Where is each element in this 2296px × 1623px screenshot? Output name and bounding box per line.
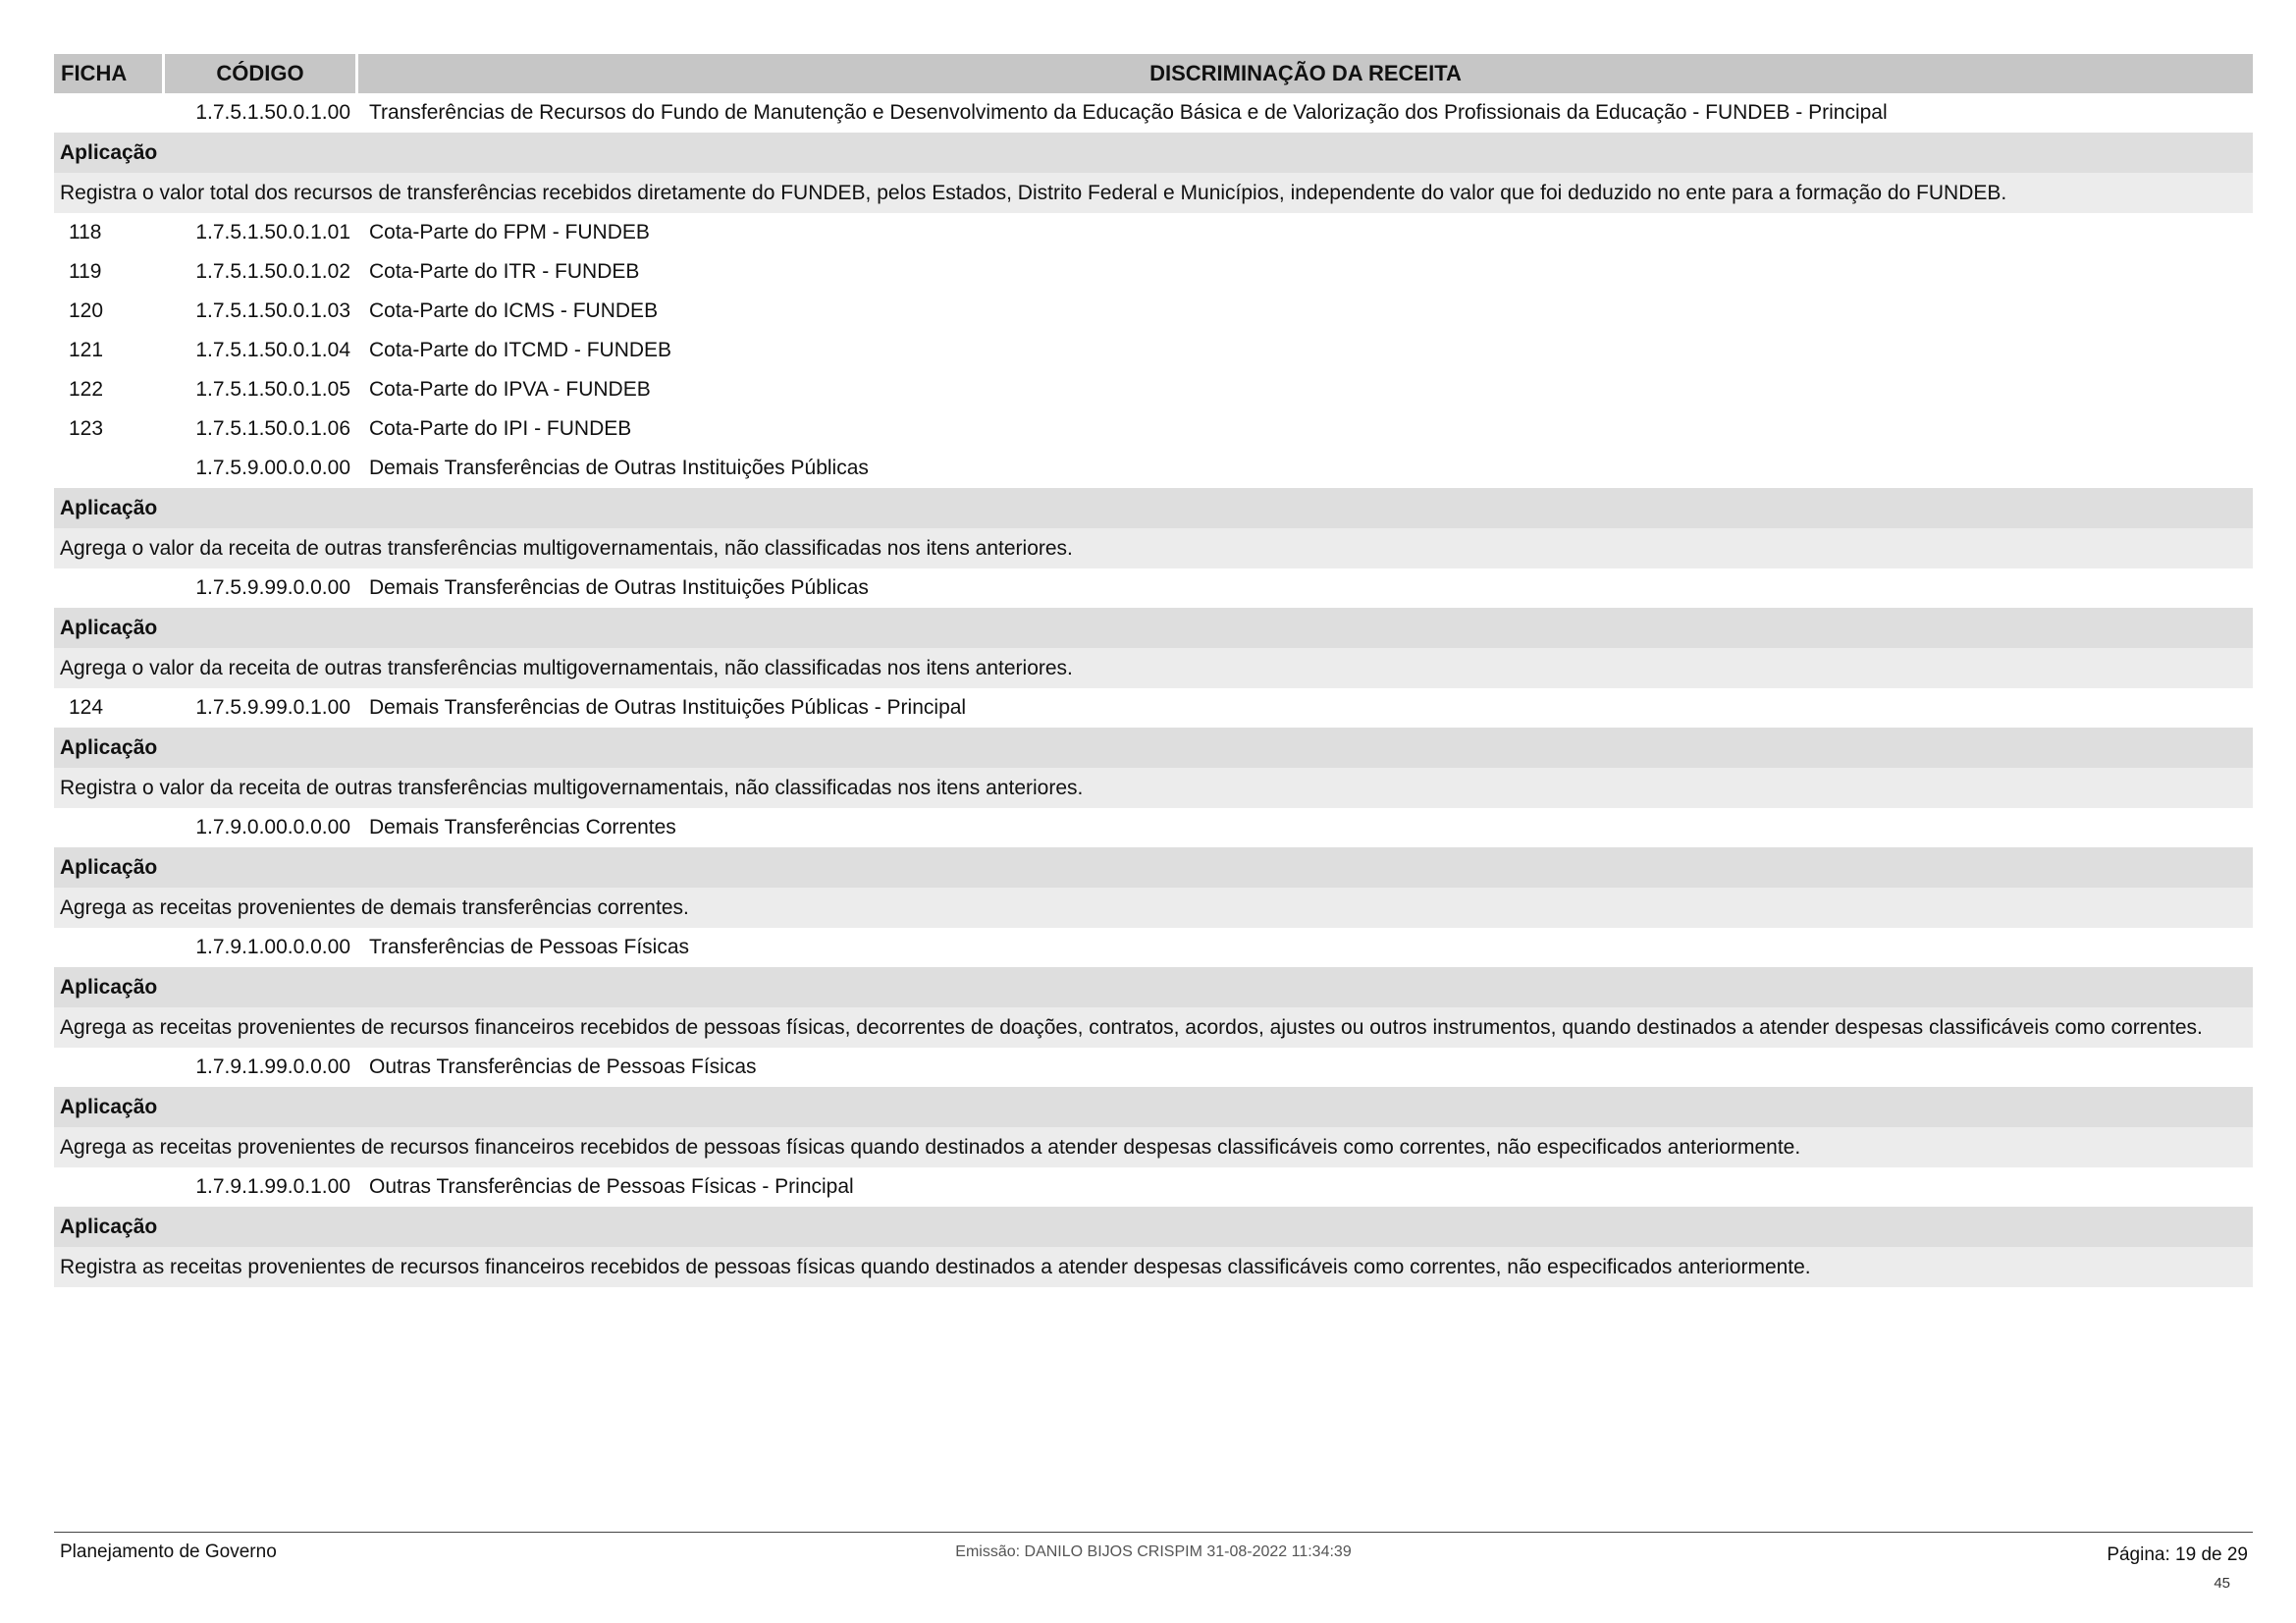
table-row bbox=[54, 808, 2253, 847]
table-row bbox=[54, 213, 2253, 252]
aplicacao-heading: Aplicação bbox=[54, 133, 2253, 173]
header-codigo: CÓDIGO bbox=[165, 54, 355, 93]
descricao-cell: Demais Transferências Correntes bbox=[369, 816, 676, 839]
aplicacao-heading: Aplicação bbox=[54, 488, 2253, 528]
codigo-cell: 1.7.5.1.50.0.1.02 bbox=[195, 260, 350, 283]
codigo-cell: 1.7.9.1.00.0.0.00 bbox=[195, 936, 350, 958]
codigo-cell: 1.7.9.0.00.0.0.00 bbox=[195, 816, 350, 839]
footer-divider bbox=[54, 1532, 2253, 1533]
table-row bbox=[54, 449, 2253, 488]
table-row bbox=[54, 331, 2253, 370]
codigo-cell: 1.7.5.1.50.0.1.05 bbox=[195, 378, 350, 401]
table-row bbox=[54, 1048, 2253, 1087]
descricao-cell: Cota-Parte do ITR - FUNDEB bbox=[369, 260, 640, 283]
ficha-cell: 123 bbox=[69, 417, 104, 440]
codigo-cell: 1.7.9.1.99.0.1.00 bbox=[195, 1175, 350, 1198]
descricao-cell: Demais Transferências de Outras Instituições Públicas - Principal bbox=[369, 696, 967, 719]
revenue-table bbox=[54, 54, 2253, 1287]
aplicacao-heading: Aplicação bbox=[54, 1087, 2253, 1127]
table-row bbox=[54, 1167, 2253, 1207]
aplicacao-text: Registra o valor total dos recursos de transferências recebidos diretamente do FUNDEB, pelos Estados, Distrito Federal e Municípios, independente do valor que foi deduzido no ente para a formação do FUNDEB. bbox=[54, 173, 2253, 213]
aplicacao-text: Registra o valor da receita de outras transferências multigovernamentais, não classificadas nos itens anteriores. bbox=[54, 768, 2253, 808]
aplicacao-text: Registra as receitas provenientes de recursos financeiros recebidos de pessoas físicas quando destinados a atender despesas classificáveis como correntes, não especificados anteriormente. bbox=[54, 1247, 2253, 1287]
ficha-cell: 124 bbox=[69, 696, 104, 719]
aplicacao-text: Agrega o valor da receita de outras transferências multigovernamentais, não classificadas nos itens anteriores. bbox=[54, 528, 2253, 568]
footer-page-info: Página: 19 de 29 bbox=[2107, 1544, 2248, 1565]
ficha-cell: 118 bbox=[69, 221, 102, 243]
codigo-cell: 1.7.5.1.50.0.1.01 bbox=[195, 221, 350, 243]
codigo-cell: 1.7.9.1.99.0.0.00 bbox=[195, 1055, 350, 1078]
table-row bbox=[54, 252, 2253, 292]
aplicacao-text: Agrega as receitas provenientes de recursos financeiros recebidos de pessoas físicas, decorrentes de doações, contratos, acordos, ajustes ou outros instrumentos, quando destinados a atender despesas classificáveis como correntes. bbox=[54, 1007, 2253, 1048]
descricao-cell: Cota-Parte do FPM - FUNDEB bbox=[369, 221, 650, 243]
table-row bbox=[54, 409, 2253, 449]
codigo-cell: 1.7.5.9.99.0.1.00 bbox=[195, 696, 350, 719]
header-ficha: FICHA bbox=[54, 54, 162, 93]
codigo-cell: 1.7.5.1.50.0.1.04 bbox=[195, 339, 350, 361]
aplicacao-heading: Aplicação bbox=[54, 847, 2253, 888]
table-row bbox=[54, 688, 2253, 728]
table-row bbox=[54, 93, 2253, 133]
descricao-cell: Demais Transferências de Outras Instituições Públicas bbox=[369, 457, 869, 479]
header-discriminacao: DISCRIMINAÇÃO DA RECEITA bbox=[358, 54, 2253, 93]
descricao-cell: Cota-Parte do ICMS - FUNDEB bbox=[369, 299, 659, 322]
ficha-cell: 122 bbox=[69, 378, 104, 401]
footer-department: Planejamento de Governo bbox=[60, 1542, 277, 1562]
descricao-cell: Transferências de Recursos do Fundo de Manutenção e Desenvolvimento da Educação Básica e de Valorização dos Profissionais da Educação - FUNDEB - Principal bbox=[369, 101, 1888, 124]
aplicacao-text: Agrega as receitas provenientes de recursos financeiros recebidos de pessoas físicas quando destinados a atender despesas classificáveis como correntes, não especificados anteriormente. bbox=[54, 1127, 2253, 1167]
descricao-cell: Outras Transferências de Pessoas Físicas - Principal bbox=[369, 1175, 854, 1198]
codigo-cell: 1.7.5.9.99.0.0.00 bbox=[195, 576, 350, 599]
aplicacao-heading: Aplicação bbox=[54, 728, 2253, 768]
table-header bbox=[54, 54, 2253, 93]
aplicacao-heading: Aplicação bbox=[54, 608, 2253, 648]
codigo-cell: 1.7.5.9.00.0.0.00 bbox=[195, 457, 350, 479]
aplicacao-heading: Aplicação bbox=[54, 967, 2253, 1007]
ficha-cell: 121 bbox=[69, 339, 104, 361]
table-row bbox=[54, 928, 2253, 967]
descricao-cell: Transferências de Pessoas Físicas bbox=[369, 936, 690, 958]
descricao-cell: Cota-Parte do IPI - FUNDEB bbox=[369, 417, 632, 440]
table-row bbox=[54, 568, 2253, 608]
descricao-cell: Demais Transferências de Outras Instituições Públicas bbox=[369, 576, 869, 599]
aplicacao-text: Agrega as receitas provenientes de demais transferências correntes. bbox=[54, 888, 2253, 928]
codigo-cell: 1.7.5.1.50.0.1.03 bbox=[195, 299, 350, 322]
ficha-cell: 120 bbox=[69, 299, 104, 322]
table-row bbox=[54, 292, 2253, 331]
descricao-cell: Outras Transferências de Pessoas Físicas bbox=[369, 1055, 757, 1078]
codigo-cell: 1.7.5.1.50.0.1.06 bbox=[195, 417, 350, 440]
descricao-cell: Cota-Parte do ITCMD - FUNDEB bbox=[369, 339, 672, 361]
aplicacao-text: Agrega o valor da receita de outras transferências multigovernamentais, não classificadas nos itens anteriores. bbox=[54, 648, 2253, 688]
codigo-cell: 1.7.5.1.50.0.1.00 bbox=[195, 101, 350, 124]
aplicacao-heading: Aplicação bbox=[54, 1207, 2253, 1247]
ficha-cell: 119 bbox=[69, 260, 102, 283]
footer-emission: Emissão: DANILO BIJOS CRISPIM 31-08-2022 11:34:39 bbox=[955, 1543, 1352, 1560]
descricao-cell: Cota-Parte do IPVA - FUNDEB bbox=[369, 378, 651, 401]
table-row bbox=[54, 370, 2253, 409]
footer-page-number: 45 bbox=[2214, 1575, 2230, 1592]
